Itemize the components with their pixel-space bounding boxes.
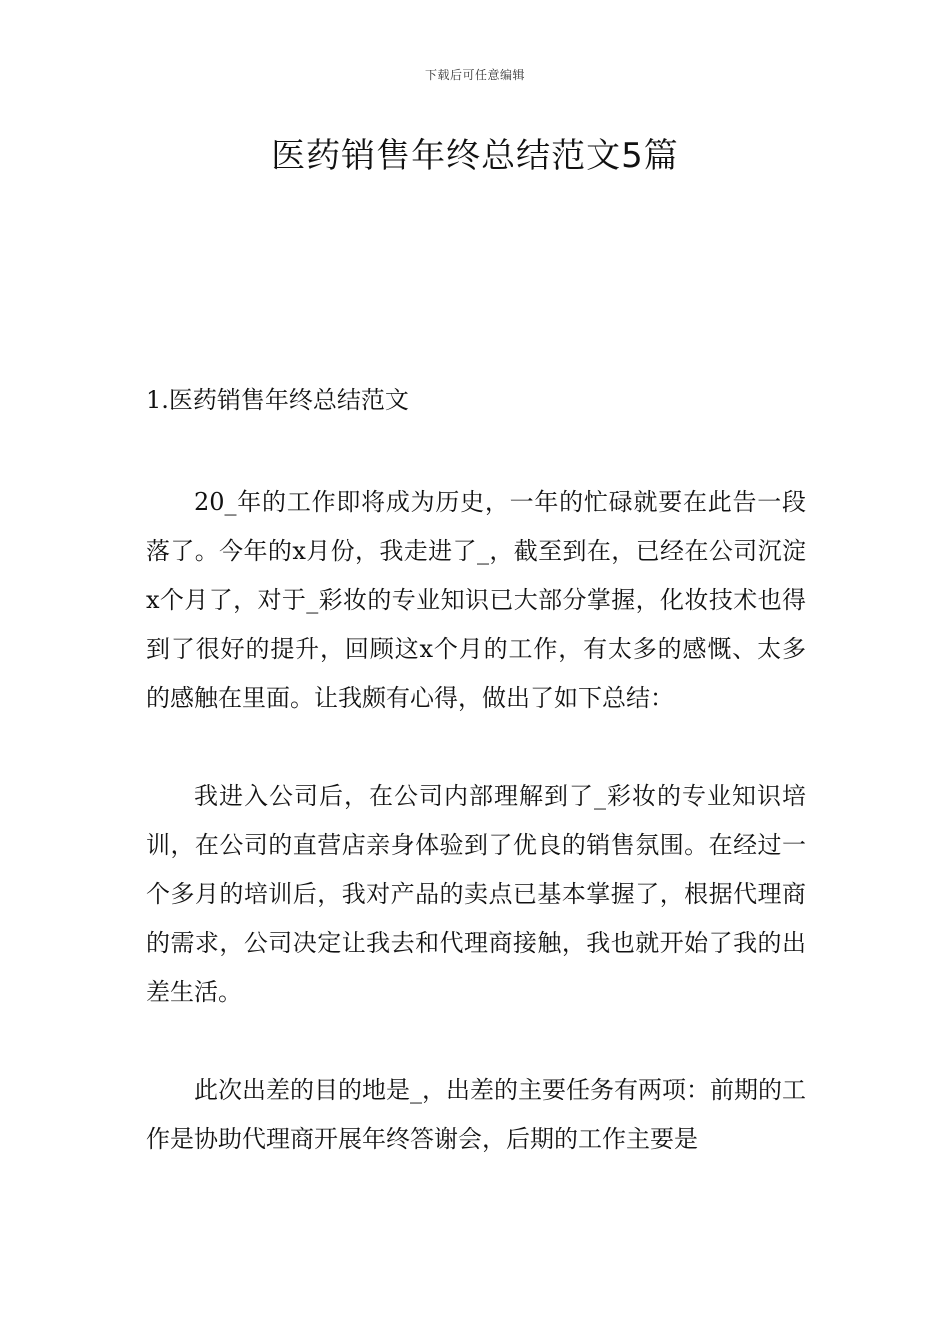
section-heading: 1.医药销售年终总结范文 [146, 386, 409, 414]
document-title: 医药销售年终总结范文5篇 [271, 136, 679, 176]
header-note: 下载后可任意编辑 [424, 68, 525, 82]
paragraph-1: 20_年的工作即将成为历史，一年的忙碌就要在此告一段落了。今年的x月份，我走进了_，截至到在，已经在公司沉淀x个月了，对于_彩妆的专业知识已大部分掌握，化妆技术也得到了很好的提升，回顾这x个月的工作，有太多的感慨、太多的感触在里面。让我颇有心得，做出了如下总结： [146, 488, 806, 712]
paragraph-2: 我进入公司后，在公司内部理解到了_彩妆的专业知识培训，在公司的直营店亲身体验到了优良的销售氛围。在经过一个多月的培训后，我对产品的卖点已基本掌握了，根据代理商的需求，公司决定让我去和代理商接触，我也就开始了我的出差生活。 [146, 782, 806, 1006]
document-body [146, 478, 806, 1213]
paragraph-3: 此次出差的目的地是_，出差的主要任务有两项：前期的工作是协助代理商开展年终答谢会，后期的工作主要是 [146, 1076, 806, 1153]
